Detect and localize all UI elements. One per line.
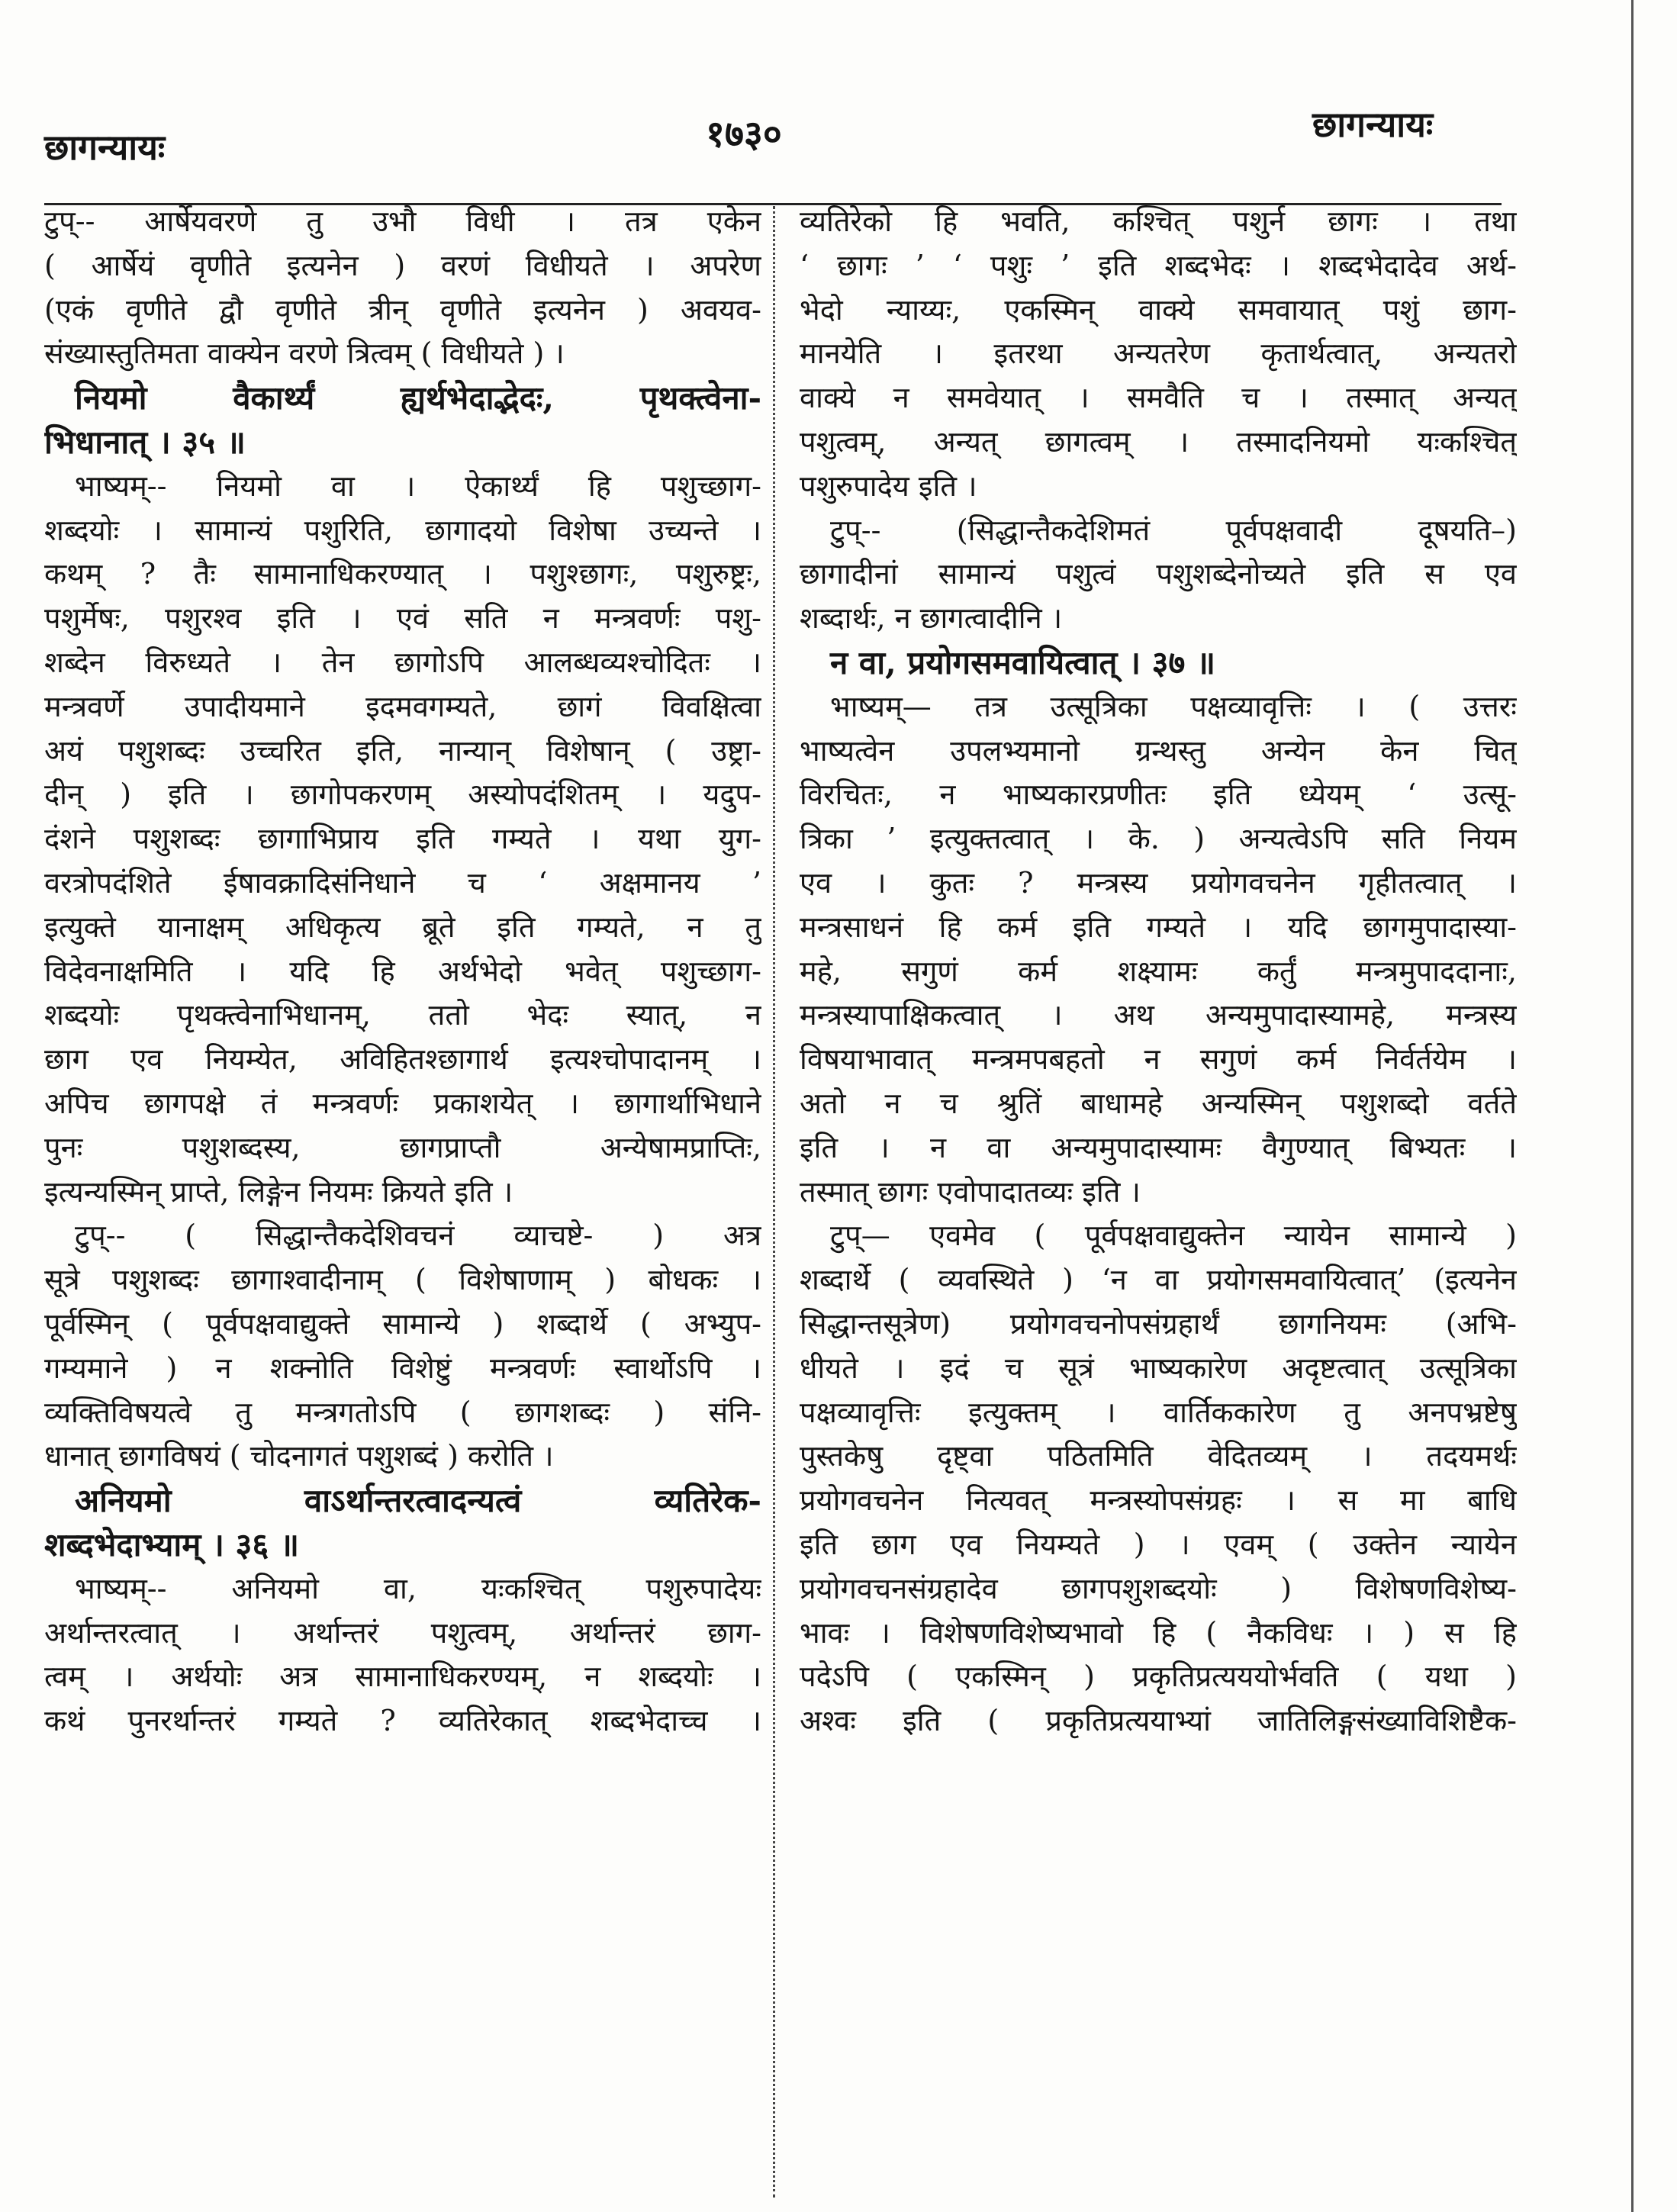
sutra-line: न वा, प्रयोगसमवायित्वात् । ३७ ॥ — [830, 643, 1216, 681]
text-line: टुप्— एवमेव ( पूर्वपक्षवाद्युक्तेन न्यायेन सामान्ये ) — [830, 1219, 1517, 1253]
text-line: वाक्ये न समवेयात् । समवैति च । तस्मात् अन्यत् — [800, 381, 1517, 415]
text-line: दीन् ) इति । छागोपकरणम् अस्योपदंशितम् । यदुप- — [44, 778, 761, 812]
text-line: संख्यास्तुतिमता वाक्येन वरणे त्रित्वम् ( विधीयते ) । — [44, 336, 565, 371]
text-line: टुप्-- (सिद्धान्तैकदेशिमतं पूर्वपक्षवादी दूषयति–) — [830, 513, 1517, 547]
text-line: विरचितः, न भाष्यकारप्रणीतः इति ध्येयम् ‘ उत्सू- — [800, 778, 1517, 812]
text-line: ( आर्षेयं वृणीते इत्यनेन ) वरणं विधीयते । अपरेण — [44, 248, 761, 282]
text-line: सूत्रे पशुशब्दः छागाश्वादीनाम् ( विशेषाणाम् ) बोधकः । — [44, 1263, 761, 1297]
text-line: ‘ छागः ’ ‘ पशुः ’ इति शब्दभेदः । शब्दभेदादेव अर्थ- — [800, 248, 1517, 282]
running-head-left: छागन्यायः — [44, 127, 166, 168]
text-line: भाष्यम्— तत्र उत्सूत्रिका पक्षव्यावृत्तिः । ( उत्तरः — [830, 689, 1517, 723]
text-line: महे, सगुणं कर्म शक्ष्यामः कर्तुं मन्त्रमुपाददानाः, — [800, 954, 1517, 988]
text-line: अश्वः इति ( प्रकृतिप्रत्ययाभ्यां जातिलिङ्गसंख्याविशिष्टैक- — [800, 1704, 1517, 1738]
page-edge-line — [1631, 0, 1634, 2212]
right-column — [800, 200, 1517, 1744]
text-line: कथम् ? तैः सामानाधिकरण्यात् । पशुश्छागः, पशुरुष्ट्रः, — [44, 557, 761, 591]
sutra-line: नियमो वैकार्थ्यं ह्यर्थभेदाद्भेदः, पृथक्त्वेना- — [75, 379, 761, 417]
text-line: पुनः पशुशब्दस्य, छागप्राप्तौ अन्येषामप्राप्तिः, — [44, 1130, 761, 1164]
text-line: अर्थान्तरत्वात् । अर्थान्तरं पशुत्वम्, अर्थान्तरं छाग- — [44, 1615, 761, 1650]
page-number: १७३० — [706, 113, 782, 156]
text-line: अतो न च श्रुतिं बाधामहे अन्यस्मिन् पशुशब्दो वर्तते — [800, 1086, 1517, 1120]
text-line: वरत्रोपदंशिते ईषावक्रादिसंनिधाने च ‘ अक्षमानय ’ — [44, 865, 761, 900]
running-head-right: छागन्यायः — [1312, 104, 1434, 145]
text-line: विषयाभावात् मन्त्रमपबहतो न सगुणं कर्म निर्वर्तयेम । — [800, 1042, 1517, 1077]
text-line: इत्यन्यस्मिन् प्राप्ते, लिङ्गेन नियमः क्रियते इति । — [44, 1174, 513, 1209]
text-line: टुप्-- ( सिद्धान्तैकदेशिवचनं व्याचष्टे- ) अत्र — [75, 1219, 761, 1253]
text-line: त्रिका ’ इत्युक्तत्वात् । के. ) अन्यत्वेऽपि सति नियम — [800, 822, 1517, 856]
text-line: प्रयोगवचनसंग्रहादेव छागपशुशब्दयोः ) विशेषणविशेष्य- — [800, 1571, 1517, 1605]
text-line: पशुरुपादेय इति । — [800, 468, 977, 503]
text-line: इति छाग एव नियम्यते ) । एवम् ( उक्तेन न्यायेन — [800, 1527, 1517, 1561]
text-line: शब्दार्थः, न छागत्वादीनि । — [800, 601, 1063, 636]
text-line: तस्मात् छागः एवोपादातव्यः इति । — [800, 1174, 1141, 1209]
text-line: एव । कुतः ? मन्त्रस्य प्रयोगवचनेन गृहीतत्वात् । — [800, 865, 1517, 900]
text-line: छागादीनां सामान्यं पशुत्वं पशुशब्देनोच्यते इति स एव — [800, 557, 1517, 591]
text-line: भाष्यम्-- नियमो वा । ऐकार्थ्यं हि पशुच्छाग- — [75, 468, 761, 503]
text-line: दंशने पशुशब्दः छागाभिप्राय इति गम्यते । यथा युग- — [44, 822, 761, 856]
text-line: भाष्यत्वेन उपलभ्यमानो ग्रन्थस्तु अन्येन केन चित् — [800, 733, 1517, 768]
text-line: मन्त्रवर्णे उपादीयमाने इदमवगम्यते, छागं विवक्षित्वा — [44, 689, 761, 723]
text-line: पशुत्वम्, अन्यत् छागत्वम् । तस्मादनियमो यःकश्चित् — [800, 424, 1517, 459]
text-line: कथं पुनरर्थान्तरं गम्यते ? व्यतिरेकात् शब्दभेदाच्च । — [44, 1704, 761, 1738]
text-line: व्यक्तिविषयत्वे तु मन्त्रगतोऽपि ( छागशब्दः ) संनि- — [44, 1395, 761, 1429]
text-line: अपिच छागपक्षे तं मन्त्रवर्णः प्रकाशयेत् । छागार्थाभिधाने — [44, 1086, 761, 1120]
text-line: शब्दयोः पृथक्त्वेनाभिधानम्, ततो भेदः स्यात्, न — [44, 998, 761, 1032]
text-line: पक्षव्यावृत्तिः इत्युक्तम् । वार्तिककारेण तु अनपभ्रष्टेषु — [800, 1395, 1517, 1429]
text-line: छाग एव नियम्येत, अविहितश्छागार्थ इत्यश्चोपादानम् । — [44, 1042, 761, 1077]
sutra-line: भिधानात् । ३५ ॥ — [44, 423, 246, 461]
text-line: प्रयोगवचनेन नित्यवत् मन्त्रस्योपसंग्रहः । स मा बाधि — [800, 1483, 1517, 1518]
text-line: भाष्यम्-- अनियमो वा, यःकश्चित् पशुरुपादेयः — [75, 1571, 761, 1605]
text-line: धीयते । इदं च सूत्रं भाष्यकारेण अदृष्टत्वात् उत्सूत्रिका — [800, 1351, 1517, 1385]
text-line: धानात् छागविषयं ( चोदनागतं पशुशब्दं ) करोति । — [44, 1439, 554, 1473]
text-line: पदेऽपि ( एकस्मिन् ) प्रकृतिप्रत्यययोर्भवति ( यथा ) — [800, 1660, 1517, 1694]
column-divider — [773, 206, 775, 2198]
text-line: इत्युक्ते यानाक्षम् अधिकृत्य ब्रूते इति गम्यते, न तु — [44, 910, 761, 944]
text-line: विदेवनाक्षमिति । यदि हि अर्थभेदो भवेत् पशुच्छाग- — [44, 954, 761, 988]
text-line: गम्यमाने ) न शक्नोति विशेष्टुं मन्त्रवर्णः स्वार्थोऽपि । — [44, 1351, 761, 1385]
text-line: त्वम् । अर्थयोः अत्र सामानाधिकरण्यम्, न शब्दयोः । — [44, 1660, 761, 1694]
text-line: शब्दयोः । सामान्यं पशुरिति, छागादयो विशेषा उच्यन्ते । — [44, 513, 761, 547]
sutra-line: शब्दभेदाभ्याम् । ३६ ॥ — [44, 1525, 300, 1563]
text-line: सिद्धान्तसूत्रेण) प्रयोगवचनोपसंग्रहार्थं छागनियमः (अभि- — [800, 1306, 1517, 1341]
left-column — [44, 200, 761, 1744]
text-line: मन्त्रस्यापाक्षिकत्वात् । अथ अन्यमुपादास्यामहे, मन्त्रस्य — [800, 998, 1517, 1032]
text-line: पशुर्मेषः, पशुरश्व इति । एवं सति न मन्त्रवर्णः पशु- — [44, 601, 761, 636]
text-line: व्यतिरेको हि भवति, कश्चित् पशुर्न छागः । तथा — [800, 204, 1517, 238]
text-line: इति । न वा अन्यमुपादास्यामः वैगुण्यात् बिभ्यतः । — [800, 1130, 1517, 1164]
text-line: पूर्वस्मिन् ( पूर्वपक्षवाद्युक्ते सामान्ये ) शब्दार्थे ( अभ्युप- — [44, 1306, 761, 1341]
text-line: मन्त्रसाधनं हि कर्म इति गम्यते । यदि छागमुपादास्या- — [800, 910, 1517, 944]
text-line: शब्दार्थे ( व्यवस्थिते ) ‘न वा प्रयोगसमवायित्वात्’ (इत्यनेन — [800, 1263, 1517, 1297]
text-line: टुप्-- आर्षेयवरणे तु उभौ विधी । तत्र एकेन — [44, 204, 761, 238]
text-line: भेदो न्याय्यः, एकस्मिन् वाक्ये समवायात् पशुं छाग- — [800, 292, 1517, 327]
text-line: भावः । विशेषणविशेष्यभावो हि ( नैकविधः । ) स हि — [800, 1615, 1517, 1650]
text-line: पुस्तकेषु दृष्ट्वा पठितमिति वेदितव्यम् । तदयमर्थः — [800, 1439, 1517, 1473]
text-line: (एकं वृणीते द्वौ वृणीते त्रीन् वृणीते इत्यनेन ) अवयव- — [44, 292, 761, 327]
text-line: शब्देन विरुध्यते । तेन छागोऽपि आलब्धव्यश्चोदितः । — [44, 645, 761, 679]
text-line: अयं पशुशब्दः उच्चरित इति, नान्यान् विशेषान् ( उष्ट्रा- — [44, 733, 761, 768]
sutra-line: अनियमो वाऽर्थान्तरत्वादन्यत्वं व्यतिरेक- — [75, 1482, 761, 1520]
text-line: मानयेति । इतरथा अन्यतरेण कृतार्थत्वात्, अन्यतरो — [800, 336, 1517, 371]
